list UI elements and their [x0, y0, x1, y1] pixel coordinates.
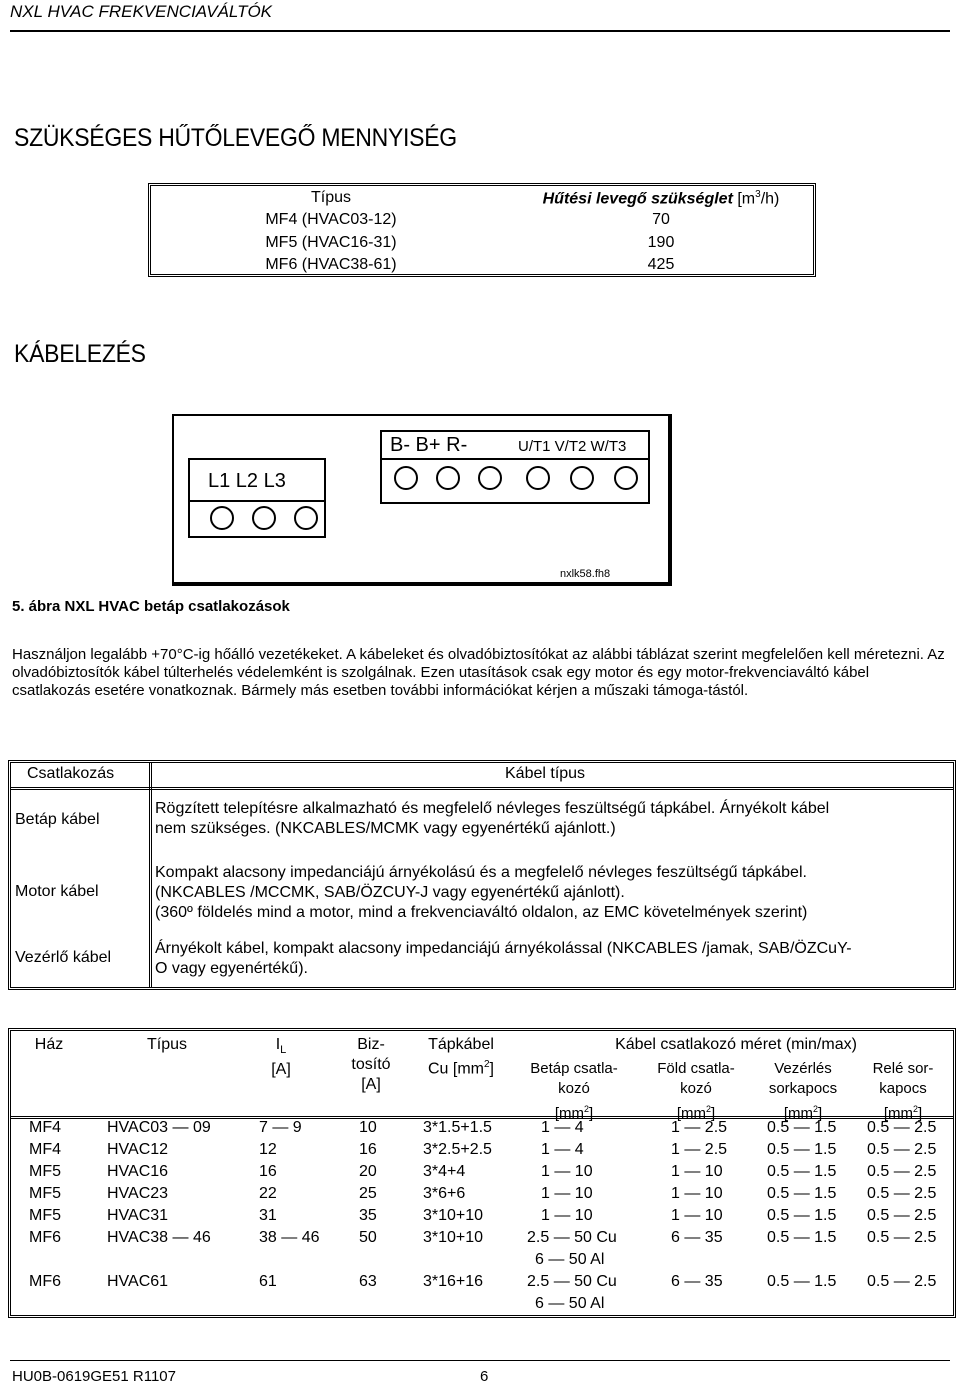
cell-c4: 0.5 — 2.5 — [867, 1185, 937, 1202]
footer-page-number: 6 — [480, 1368, 489, 1385]
cell-c1: 1 — 10 — [541, 1163, 593, 1180]
cell-fuse: 50 — [359, 1229, 377, 1246]
column-group-header: Kábel csatlakozó méret (min/max) — [615, 1036, 857, 1053]
cell-c3: 0.5 — 1.5 — [767, 1229, 837, 1246]
cell-il: 12 — [259, 1141, 277, 1158]
cell-il: 61 — [259, 1273, 277, 1290]
output-label-box: B- B+ R- U/T1 V/T2 W/T3 — [380, 430, 650, 460]
cell-haz: MF5 — [29, 1185, 61, 1202]
cell-tipus: HVAC03 — 09 — [107, 1119, 211, 1136]
cell-cable: 3*2.5+2.5 — [423, 1141, 492, 1158]
table-row: MF6 (HVAC38-61) 425 — [265, 256, 675, 273]
cell-c3: 0.5 — 1.5 — [767, 1185, 837, 1202]
cell-c2: 1 — 2.5 — [671, 1141, 728, 1158]
cell-c4: 0.5 — 2.5 — [867, 1207, 937, 1224]
header-rule — [10, 30, 950, 32]
table-header-row — [151, 189, 813, 211]
cell-fuse: 25 — [359, 1185, 377, 1202]
column-header-supply-cable: Tápkábel Cu $[mm^2]$ — [427, 1036, 494, 1078]
table-row: MF5 (HVAC16-31) 190 — [265, 234, 675, 251]
cell-tipus: HVAC12 — [107, 1141, 169, 1158]
cell-c1: 1 — 10 — [541, 1185, 593, 1202]
body-paragraph: Használjon legalább +70°C-ig hőálló vezetékeket. A kábeleket és olvadóbiztosítókat az alábbi táblázat szerint megfelelően kell méretezni. Az olvadóbiztosítók kábel túlterhelés védelemként is szolgálnak. Ezen utasítások csak egy motor és egy motor-frekvenciaváltó kábel csatlakozás esetére vonatkoznak. Bármely más esetben további információkat kérjen a műszaki támoga-tástól. — [12, 646, 945, 699]
row-label-supply: Betáp kábel — [15, 811, 100, 828]
cooling-air-table — [148, 183, 816, 277]
column-header-il: $I_L$ [A] — [271, 1036, 291, 1079]
row-desc-supply: Rögzített telepítésre alkalmazható és megfelelő névleges feszültségű tápkábel. Árnyékolt kábel nem szükséges. (NKCABLES/MCMK vagy egyenértékű ajánlott.) — [155, 800, 830, 837]
cell-c2: 1 — 10 — [671, 1185, 723, 1202]
cell-haz: MF6 — [29, 1229, 61, 1246]
cell-tipus: HVAC16 — [107, 1163, 169, 1180]
diagram-file-label: nxlk58.fh8 — [560, 568, 611, 580]
column-header-cable-type: Kábel típus — [505, 765, 586, 782]
column-header-ground-terminal: Föld csatla- kozó $[mm^2]$ — [657, 1060, 735, 1122]
row-label-control: Vezérlő kábel — [15, 949, 112, 966]
terminal-r-minus — [478, 466, 502, 490]
cell-c4: 0.5 — 2.5 — [867, 1119, 937, 1136]
cell-c1: 2.5 — 50 Cu — [527, 1273, 617, 1290]
row-desc-motor: Kompakt alacsony impedanciájú árnyékolású és a megfelelő névleges feszültségű tápkábel. (NKCABLES /MCCMK, SAB/ÖZCUY-J vagy egyenértékű ajánlott). (360º földelés mind a motor, mind a frekvenciaváltó oldalon, az EMC követelmények szerint) — [155, 864, 808, 921]
cell-c2: 1 — 2.5 — [671, 1119, 728, 1136]
input-terminal-box — [188, 500, 326, 538]
terminal-l2 — [252, 506, 276, 530]
cell-tipus: HVAC23 — [107, 1185, 169, 1202]
footer-doc-code: HU0B-0619GE51 R1107 — [12, 1368, 176, 1385]
cell-c3: 0.5 — 1.5 — [767, 1163, 837, 1180]
row-label-motor: Motor kábel — [15, 883, 99, 900]
column-header-fuse: Biz- tosító [A] — [351, 1036, 391, 1093]
cell-c3: 0.5 — 1.5 — [767, 1141, 837, 1158]
cell-cable: 3*10+10 — [423, 1229, 484, 1246]
cable-type-table — [8, 760, 956, 990]
cell-haz: MF4 — [29, 1119, 61, 1136]
cell-fuse: 10 — [359, 1119, 377, 1136]
table-row: MF4 (HVAC03-12) 70 — [265, 211, 670, 228]
running-header: NXL HVAC FREKVENCIAVÁLTÓK — [10, 2, 273, 21]
cell-tipus: HVAC38 — 46 — [107, 1229, 211, 1246]
cell-cable: 3*4+4 — [423, 1163, 466, 1180]
cell-il: 38 — 46 — [259, 1229, 320, 1246]
column-header-housing: Ház — [34, 1036, 64, 1053]
terminal-v — [570, 466, 594, 490]
cell-il: 22 — [259, 1185, 277, 1202]
cell-c2: 6 — 35 — [671, 1229, 723, 1246]
cell-c3: 0.5 — 1.5 — [767, 1273, 837, 1290]
cell-c4: 0.5 — 2.5 — [867, 1141, 937, 1158]
cell-il: 31 — [259, 1207, 277, 1224]
terminal-b-minus — [394, 466, 418, 490]
cell-haz: MF6 — [29, 1273, 61, 1290]
column-header-connection: Csatlakozás — [27, 765, 115, 782]
output-terminal-box — [380, 458, 650, 504]
cable-sizing-table — [8, 1028, 956, 1318]
cell-c1: 1 — 4 — [541, 1119, 584, 1136]
section-title-cabling: KÁBELEZÉS — [14, 340, 146, 368]
cell-fuse: 16 — [359, 1141, 377, 1158]
cell-cable: 3*6+6 — [423, 1185, 466, 1202]
row-desc-control: Árnyékolt kábel, kompakt alacsony impedanciájú árnyékolással (NKCABLES /jamak, SAB/ÖZCuY- O vagy egyenértékű). — [155, 940, 852, 977]
cell-c4: 0.5 — 2.5 — [867, 1163, 937, 1180]
input-label-box: L1 L2 L3 — [188, 458, 326, 502]
cell-haz: MF4 — [29, 1141, 61, 1158]
cell-fuse: 35 — [359, 1207, 377, 1224]
section-title-cooling-air: SZÜKSÉGES HŰTŐLEVEGŐ MENNYISÉG — [14, 124, 457, 152]
cell-c2: 6 — 35 — [671, 1273, 723, 1290]
terminal-l3 — [294, 506, 318, 530]
cell-c4: 0.5 — 2.5 — [867, 1273, 937, 1290]
cell-cable: 3*16+16 — [423, 1273, 484, 1290]
cell-c3: 0.5 — 1.5 — [767, 1207, 837, 1224]
cell-tipus: HVAC31 — [107, 1207, 169, 1224]
cell-c1: 6 — 50 Al — [535, 1295, 605, 1312]
cell-il: 16 — [259, 1163, 277, 1180]
cell-haz: MF5 — [29, 1163, 61, 1180]
column-header-control-terminal: Vezérlés sorkapocs $[mm^2]$ — [768, 1060, 838, 1122]
terminal-w — [614, 466, 638, 490]
cell-c1: 1 — 4 — [541, 1141, 584, 1158]
cell-fuse: 63 — [359, 1273, 377, 1290]
cell-c3: 0.5 — 1.5 — [767, 1119, 837, 1136]
cell-c2: 1 — 10 — [671, 1163, 723, 1180]
column-header-supply-terminal: Betáp csatla- kozó $[mm^2]$ — [530, 1060, 618, 1122]
footer-rule — [10, 1360, 950, 1361]
terminal-diagram — [172, 414, 672, 586]
cell-c1: 6 — 50 Al — [535, 1251, 605, 1268]
terminal-u — [526, 466, 550, 490]
figure-caption: 5. ábra NXL HVAC betáp csatlakozások — [12, 598, 290, 615]
cell-c1: 1 — 10 — [541, 1207, 593, 1224]
cell-il: 7 — 9 — [259, 1119, 302, 1136]
cell-cable: 3*10+10 — [423, 1207, 484, 1224]
cell-cable: 3*1.5+1.5 — [423, 1119, 492, 1136]
cell-c4: 0.5 — 2.5 — [867, 1229, 937, 1246]
column-header-type: Típus — [310, 189, 351, 206]
column-header-relay-terminal: Relé sor- kapocs $[mm^2]$ — [872, 1060, 934, 1122]
column-header-air: Hűtési levegő szükséglet $[m^3/h)$ — [542, 189, 780, 208]
terminal-l1 — [210, 506, 234, 530]
cell-c1: 2.5 — 50 Cu — [527, 1229, 617, 1246]
column-header-type: Típus — [146, 1036, 187, 1053]
cell-c2: 1 — 10 — [671, 1207, 723, 1224]
cell-tipus: HVAC61 — [107, 1273, 169, 1290]
terminal-b-plus — [436, 466, 460, 490]
cell-haz: MF5 — [29, 1207, 61, 1224]
cell-fuse: 20 — [359, 1163, 377, 1180]
